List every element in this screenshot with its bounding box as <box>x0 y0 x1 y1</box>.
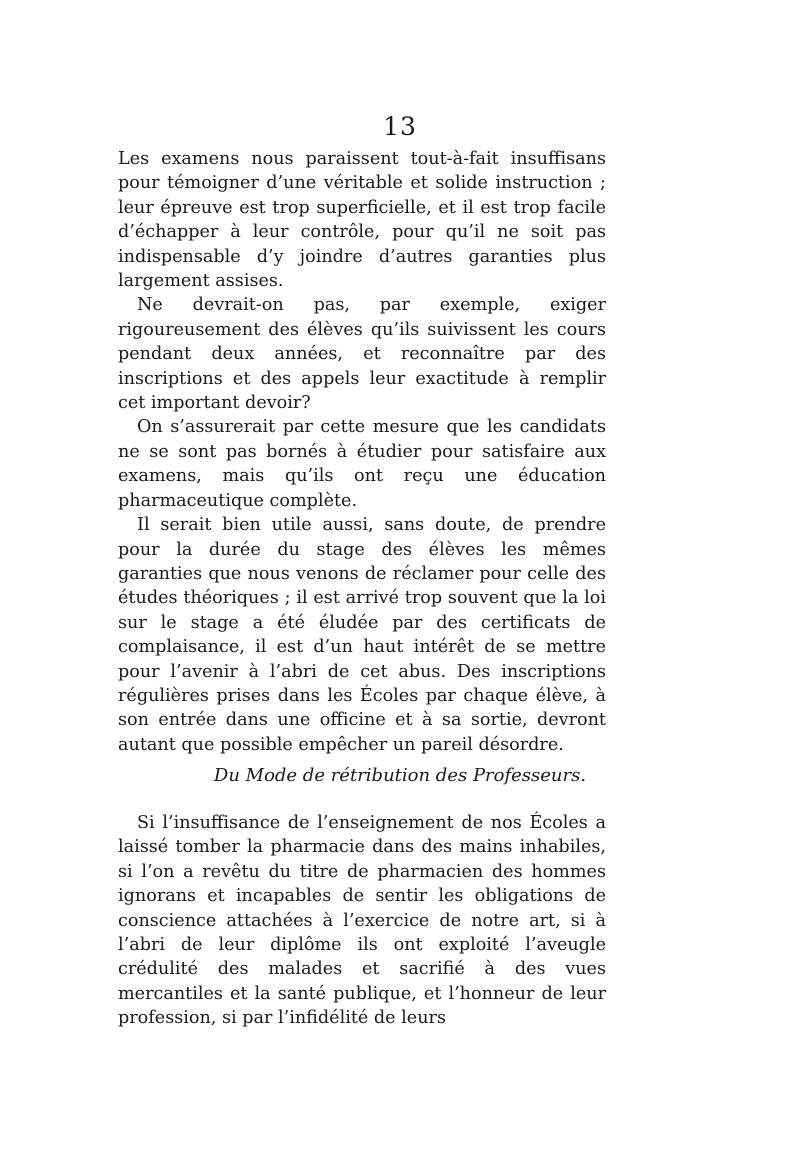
paragraph: Si l’insuffisance de l’enseignement de nos Écoles a laissé tomber la pharmacie dans des mains inhabiles, si l’on a revêtu du titre de pharmacien des hommes ignorans et incapables de sentir les obligations de conscience attachées à l’exercice de notre art, si à l’abri de leur diplôme ils ont exploité l’aveugle crédulité des malades et sacrifié à des vues mercantiles et la santé publique, et l’honneur de leur profession, si par l’infidélité de leurs <box>118 813 606 1029</box>
paragraph: Ne devrait-on pas, par exemple, exiger rigoureusement des élèves qu’ils suivissent les cours pendant deux années, et reconnaître par des inscriptions et des appels leur exactitude à remplir cet important devoir? <box>118 295 606 414</box>
paragraph: On s’assurerait par cette mesure que les candidats ne se sont pas bornés à étudier pour satisfaire aux examens, mais qu’ils ont reçu une éducation pharmaceutique complète. <box>118 417 606 511</box>
page-number: 13 <box>383 112 417 141</box>
paragraph: Les examens nous paraissent tout-à-fait insuffisans pour témoigner d’une véritable et solide instruction ; leur épreuve est trop superficielle, et il est trop facile d’échapper à leur contrôle, pour qu’il ne soit pas indispensable d’y joindre d’autres garanties plus largement assises. <box>118 149 606 292</box>
body-text-bottom <box>118 811 606 1031</box>
body-text-top <box>118 147 606 757</box>
section-heading: Du Mode de rétribution des Professeurs. <box>213 765 587 786</box>
paragraph: Il serait bien utile aussi, sans doute, de prendre pour la durée du stage des élèves les mêmes garanties que nous venons de réclamer pour celle des études théoriques ; il est arrivé trop souvent que la loi sur le stage a été éludée par des certificats de complaisance, il est d’un haut intérêt de se mettre pour l’avenir à l’abri de cet abus. Des inscriptions régulières prises dans les Écoles par chaque élève, à son entrée dans une officine et à sa sortie, devront autant que possible empêcher un pareil désordre. <box>118 515 606 755</box>
